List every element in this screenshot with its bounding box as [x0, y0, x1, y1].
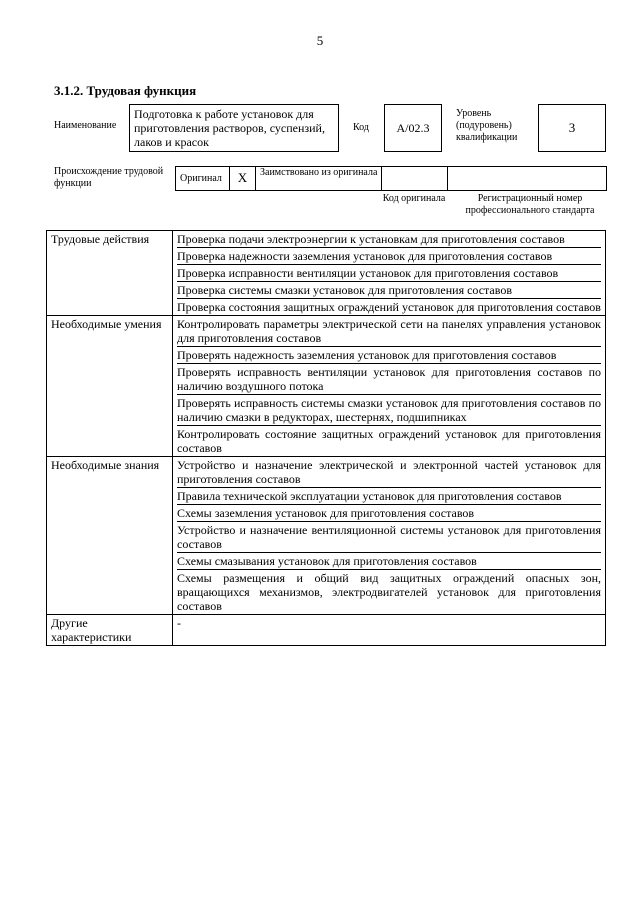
level-label: Уровень (подуровень) квалификации	[456, 108, 518, 143]
list-item: Схемы размещения и общий вид защитных ограждений опасных зон, вращающихся механизмов, электродвигателей установок для приготовления составов	[177, 571, 601, 613]
list-item: Проверка состояния защитных ограждений установок для приготовления составов	[177, 300, 601, 314]
list-item: Проверка системы смазки установок для приготовления составов	[177, 282, 601, 299]
code-field: А/02.3	[384, 104, 442, 152]
row-label: Другие характеристики	[47, 615, 173, 646]
list-item: Схемы заземления установок для приготовления составов	[177, 505, 601, 522]
code-original-caption: Код оригинала	[382, 193, 446, 204]
row-label: Трудовые действия	[47, 231, 173, 316]
row-label: Необходимые знания	[47, 457, 173, 615]
original-label: Оригинал	[176, 167, 230, 190]
list-item: Проверка подачи электроэнергии к установкам для приготовления составов	[177, 231, 601, 248]
row-items	[173, 457, 606, 615]
row-items	[173, 316, 606, 457]
list-item: -	[177, 616, 181, 630]
list-item: Проверка надежности заземления установок для приготовления составов	[177, 248, 601, 265]
list-item: Проверять исправность системы смазки установок для приготовления составов по наличию смазки в редукторах, шестернях, подшипниках	[177, 396, 601, 424]
origin-box	[175, 166, 607, 191]
list-item: Проверять надежность заземления установок для приготовления составов	[177, 347, 601, 364]
reg-number-cell	[448, 167, 606, 190]
page-number: 5	[316, 33, 324, 48]
row-items	[173, 615, 606, 646]
name-label: Наименование	[54, 120, 117, 131]
function-table	[46, 230, 606, 646]
list-item: Проверять исправность вентиляции установок для приготовления составов по наличию воздушного потока	[177, 365, 601, 393]
list-item: Устройство и назначение электрической и электронной частей установок для приготовления составов	[177, 458, 601, 486]
list-item: Устройство и назначение вентиляционной системы установок для приготовления составов	[177, 523, 601, 551]
list-item: Контролировать состояние защитных ограждений установок для приготовления составов	[177, 427, 601, 455]
code-original-cell	[382, 167, 448, 190]
row-label: Необходимые умения	[47, 316, 173, 457]
section-title: 3.1.2. Трудовая функция	[54, 83, 197, 98]
level-field: 3	[538, 104, 606, 152]
labor-actions-row	[47, 231, 606, 316]
required-skills-row	[47, 316, 606, 457]
required-knowledge-row	[47, 457, 606, 615]
function-name-field: Подготовка к работе установок для приготовления растворов, суспензий, лаков и красок	[129, 104, 339, 152]
code-label: Код	[353, 122, 369, 133]
list-item: Схемы смазывания установок для приготовления составов	[177, 553, 601, 570]
list-item: Проверка исправности вентиляции установок для приготовления составов	[177, 265, 601, 282]
other-characteristics-row	[47, 615, 606, 646]
original-mark: X	[230, 167, 256, 190]
list-item: Контролировать параметры электрической сети на панелях управления установок для приготовления составов	[177, 317, 601, 345]
borrowed-label: Заимствовано из оригинала	[256, 167, 382, 190]
reg-number-caption: Регистрационный номер профессионального стандарта	[465, 193, 595, 216]
origin-label: Происхождение трудовой функции	[54, 166, 164, 189]
row-items	[173, 231, 606, 316]
list-item: Правила технической эксплуатации установок для приготовления составов	[177, 488, 601, 505]
